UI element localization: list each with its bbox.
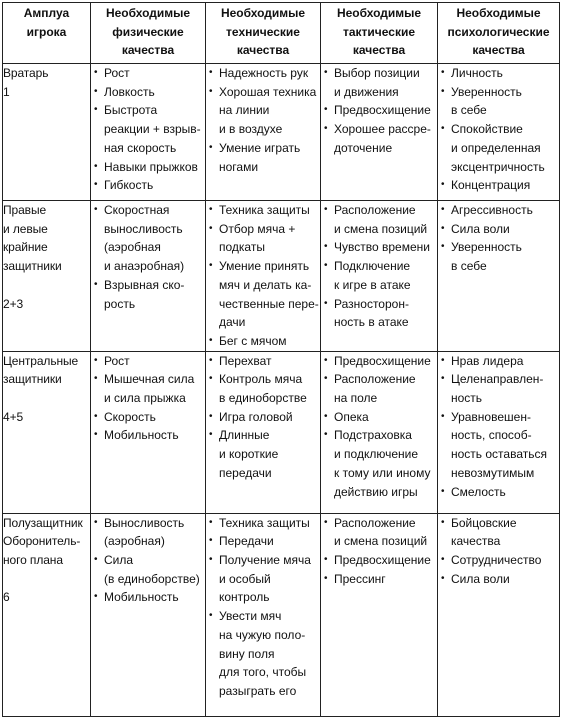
item-line: • Хорошая техника <box>219 84 317 99</box>
item-line: • Нрав лидера <box>451 353 524 368</box>
item-line: • Навыки прыжков <box>104 159 198 174</box>
item-line: • Сотрудничество <box>451 553 542 568</box>
psych-cell <box>438 201 560 352</box>
item-line: • Смелость <box>451 484 506 499</box>
list-item <box>321 551 437 570</box>
item-line: вину поля <box>219 646 275 661</box>
physical-cell <box>91 201 206 352</box>
item-line: и подключение <box>334 447 418 462</box>
list-item <box>91 276 205 313</box>
item-line: • Разносторон- <box>334 296 409 311</box>
role-number: 4+5 <box>3 409 24 424</box>
list-item <box>321 295 437 332</box>
table-row <box>3 351 560 513</box>
item-line: • Опека <box>334 409 369 424</box>
table-row <box>3 201 560 352</box>
item-line: и определенная <box>451 140 541 155</box>
role-name-line: Вратарь <box>3 66 49 80</box>
technical-list <box>206 514 320 701</box>
list-item <box>91 588 205 607</box>
list-item <box>91 370 205 407</box>
psych-cell <box>438 351 560 513</box>
role-number: 6 <box>3 590 10 605</box>
list-item <box>438 201 559 220</box>
header-line: качества <box>121 43 175 57</box>
item-line: действию игры <box>334 484 418 499</box>
item-line: и особый <box>219 571 271 586</box>
table-body <box>3 64 560 717</box>
item-line: • Отбор мяча + <box>219 221 296 236</box>
list-item <box>206 220 320 257</box>
item-line: передачи <box>219 465 272 480</box>
list-item <box>321 238 437 257</box>
header-line: Необходимые <box>220 6 306 20</box>
list-item <box>206 514 320 533</box>
role-cell <box>3 351 91 513</box>
item-line: • Надежность рук <box>219 66 309 80</box>
list-item <box>321 201 437 238</box>
role-spacer <box>3 276 90 295</box>
item-line: • Сила воли <box>451 571 510 586</box>
item-line: • Предвосхищение <box>334 103 431 118</box>
item-line: на линии <box>219 103 270 118</box>
role-name-line: ного плана <box>3 553 63 568</box>
header-technical <box>206 3 321 64</box>
header-line: Необходимые <box>456 6 541 20</box>
role-cell <box>3 513 91 716</box>
item-line: • Подключение <box>334 259 411 274</box>
item-line: (в единоборстве) <box>104 571 200 586</box>
role-name-line: Центральные <box>3 353 79 368</box>
item-line: • Уверенность <box>451 240 522 255</box>
list-item <box>206 64 320 83</box>
technical-cell <box>206 201 321 352</box>
item-line: • Сила <box>104 553 134 568</box>
item-line: • Расположение <box>334 515 416 530</box>
item-line: ность в атаке <box>334 315 409 330</box>
item-line: • Личность <box>451 66 503 80</box>
item-line: • Выносливость <box>104 515 185 530</box>
item-line: • Игра головой <box>219 409 293 424</box>
list-item <box>321 370 437 407</box>
technical-cell <box>206 64 321 201</box>
item-line: ность <box>451 391 483 406</box>
list-item <box>321 408 437 427</box>
psych-cell <box>438 513 560 716</box>
psych-list <box>438 352 559 502</box>
item-line: чественные пере- <box>219 296 319 311</box>
psych-list <box>438 64 559 195</box>
table-row <box>3 64 560 201</box>
item-line: • Длинные <box>219 428 270 443</box>
list-item <box>91 514 205 551</box>
item-line: и сила прыжка <box>104 391 186 406</box>
item-line: и анаэробная) <box>104 259 185 274</box>
list-item <box>91 426 205 445</box>
tactical-list <box>321 352 437 502</box>
item-line: эксцентричность <box>451 159 545 174</box>
role-cell <box>3 201 91 352</box>
list-item <box>438 238 559 275</box>
technical-list <box>206 201 320 351</box>
item-line: • Выбор позиции <box>334 66 420 80</box>
technical-list <box>206 352 320 483</box>
tactical-list <box>321 201 437 332</box>
list-item <box>321 570 437 589</box>
header-line: качества <box>236 43 290 57</box>
role-spacer <box>3 389 90 408</box>
item-line: и смена позиций <box>334 221 428 236</box>
item-line: выносливость <box>104 221 183 236</box>
header-physical <box>91 3 206 64</box>
physical-cell <box>91 351 206 513</box>
header-row <box>3 3 560 64</box>
item-line: • Гибкость <box>104 178 154 193</box>
psych-cell <box>438 64 560 201</box>
list-item <box>321 64 437 101</box>
item-line: мяч и делать ка- <box>219 277 312 292</box>
item-line: • Контроль мяча <box>219 372 303 387</box>
list-item <box>91 408 205 427</box>
header-line: Необходимые <box>336 6 422 20</box>
header-line: Амплуа <box>23 6 70 20</box>
list-item <box>91 176 205 195</box>
item-line: ная скорость <box>104 140 177 155</box>
physical-cell <box>91 513 206 716</box>
role-spacer <box>3 570 90 589</box>
physical-list <box>91 201 205 313</box>
role-name-line: Оборонитель- <box>3 534 81 549</box>
item-line: разыграть его <box>219 683 297 698</box>
role-number: 2+3 <box>3 296 24 311</box>
item-line: • Мобильность <box>104 428 179 443</box>
player-qualities-table <box>2 2 560 717</box>
item-line: • Перехват <box>219 353 272 368</box>
technical-cell <box>206 513 321 716</box>
header-line: качества <box>352 43 406 57</box>
header-psych <box>438 3 560 64</box>
tactical-cell <box>321 201 438 352</box>
list-item <box>438 83 559 120</box>
list-item <box>206 352 320 371</box>
item-line: • Рост <box>104 353 130 368</box>
item-line: для того, чтобы <box>219 665 307 680</box>
item-line: • Получение мяча <box>219 553 311 568</box>
list-item <box>438 551 559 570</box>
role-name-line: Правые <box>3 203 47 217</box>
role-name-line: защитники <box>3 259 62 274</box>
item-line: ность оставаться <box>451 447 547 462</box>
list-item <box>438 370 559 407</box>
tactical-list <box>321 514 437 589</box>
item-line: к игре в атаке <box>334 277 411 292</box>
item-line: • Бег с мячом <box>219 333 287 348</box>
header-role <box>3 3 91 64</box>
item-line: (аэробная <box>104 240 161 255</box>
item-line: • Ловкость <box>104 84 155 99</box>
list-item <box>438 352 559 371</box>
header-line: Необходимые <box>105 6 191 20</box>
list-item <box>206 83 320 139</box>
technical-cell <box>206 351 321 513</box>
list-item <box>206 201 320 220</box>
header-line: психологические <box>447 24 550 39</box>
list-item <box>438 483 559 502</box>
list-item <box>91 201 205 276</box>
psych-list <box>438 514 559 589</box>
item-line: контроль <box>219 590 270 605</box>
list-item <box>438 220 559 239</box>
item-line: • Техника защиты <box>219 515 310 530</box>
list-item <box>321 120 437 157</box>
role-name-line: Полузащитник <box>3 515 83 530</box>
role-name-line: крайние <box>3 240 48 255</box>
list-item <box>206 408 320 427</box>
item-line: дачи <box>219 315 246 330</box>
item-line: • Мышечная сила <box>104 372 195 387</box>
list-item <box>321 352 437 371</box>
header-line: тактические <box>342 24 416 39</box>
item-line: качества <box>451 534 501 549</box>
list-item <box>206 532 320 551</box>
item-line: • Чувство времени <box>334 240 430 255</box>
item-line: • Агрессивность <box>451 203 533 217</box>
item-line: • Умение принять <box>219 259 310 274</box>
item-line: • Концентрация <box>451 178 531 193</box>
list-item <box>438 570 559 589</box>
header-tactical <box>321 3 438 64</box>
item-line: • Расположение <box>334 372 416 387</box>
tactical-list <box>321 64 437 158</box>
list-item <box>91 158 205 177</box>
item-line: • Взрывная ско- <box>104 277 185 292</box>
header-line: качества <box>472 43 525 57</box>
physical-list <box>91 352 205 446</box>
physical-cell <box>91 64 206 201</box>
item-line: • Подстраховка <box>334 428 412 443</box>
table-row <box>3 513 560 716</box>
item-line: • Сила воли <box>451 221 510 236</box>
psych-list <box>438 201 559 276</box>
role-name-line: защитники <box>3 372 62 387</box>
list-item <box>91 64 205 83</box>
item-line: в себе <box>451 103 487 118</box>
item-line: в себе <box>451 259 487 274</box>
role-cell <box>3 64 91 201</box>
item-line: (аэробная) <box>104 534 165 549</box>
item-line: • Умение играть <box>219 140 301 155</box>
role-number: 1 <box>3 84 10 99</box>
list-item <box>206 551 320 607</box>
physical-list <box>91 514 205 608</box>
header-line: игрока <box>26 24 67 39</box>
item-line: • Передачи <box>219 534 274 549</box>
tactical-cell <box>321 513 438 716</box>
list-item <box>438 64 559 83</box>
list-item <box>321 101 437 120</box>
list-item <box>206 257 320 332</box>
role-name-line: и левые <box>3 221 48 236</box>
item-line: на чужую поло- <box>219 627 306 642</box>
item-line: • Расположение <box>334 203 416 217</box>
item-line: рость <box>104 296 136 311</box>
list-item <box>91 551 205 588</box>
item-line: • Уверенность <box>451 84 522 99</box>
item-line: • Целенаправлен- <box>451 372 544 387</box>
item-line: и смена позиций <box>334 534 428 549</box>
item-line: • Спокойствие <box>451 122 523 137</box>
item-line: ность, способ- <box>451 428 532 443</box>
item-line: ногами <box>219 159 259 174</box>
item-line: • Предвосхищение <box>334 553 431 568</box>
header-line: технические <box>226 24 300 39</box>
item-line: • Скоростная <box>104 203 170 217</box>
item-line: и движения <box>334 84 399 99</box>
list-item <box>206 607 320 701</box>
item-line: • Техника защиты <box>219 203 310 217</box>
item-line: и короткие <box>219 447 279 462</box>
list-item <box>438 176 559 195</box>
tactical-cell <box>321 64 438 201</box>
list-item <box>91 83 205 102</box>
item-line: • Прессинг <box>334 571 386 586</box>
physical-list <box>91 64 205 195</box>
item-line: невозмутимым <box>451 465 535 480</box>
item-line: в единоборстве <box>219 391 307 406</box>
item-line: • Рост <box>104 66 130 80</box>
list-item <box>206 370 320 407</box>
item-line: на поле <box>334 391 378 406</box>
list-item <box>321 257 437 294</box>
item-line: • Мобильность <box>104 590 179 605</box>
item-line: к тому или иному <box>334 465 431 480</box>
list-item <box>206 426 320 482</box>
list-item <box>206 332 320 351</box>
item-line: • Увести мяч <box>219 609 282 624</box>
item-line: реакции + взрыв- <box>104 122 201 137</box>
item-line: • Хорошее расcре- <box>334 122 431 137</box>
item-line: и в воздухе <box>219 122 283 137</box>
header-line: физические <box>112 24 184 39</box>
list-item <box>438 514 559 551</box>
technical-list <box>206 64 320 176</box>
item-line: подкаты <box>219 240 265 255</box>
item-line: • Скорость <box>104 409 156 424</box>
list-item <box>438 120 559 176</box>
item-line: • Бойцовские <box>451 515 517 530</box>
list-item <box>321 426 437 501</box>
list-item <box>438 408 559 483</box>
item-line: • Уравновешен- <box>451 409 531 424</box>
list-item <box>91 352 205 371</box>
list-item <box>206 139 320 176</box>
item-line: доточение <box>334 140 393 155</box>
list-item <box>321 514 437 551</box>
list-item <box>91 101 205 157</box>
item-line: • Быстрота <box>104 103 158 118</box>
item-line: • Предвосхищение <box>334 353 431 368</box>
tactical-cell <box>321 351 438 513</box>
